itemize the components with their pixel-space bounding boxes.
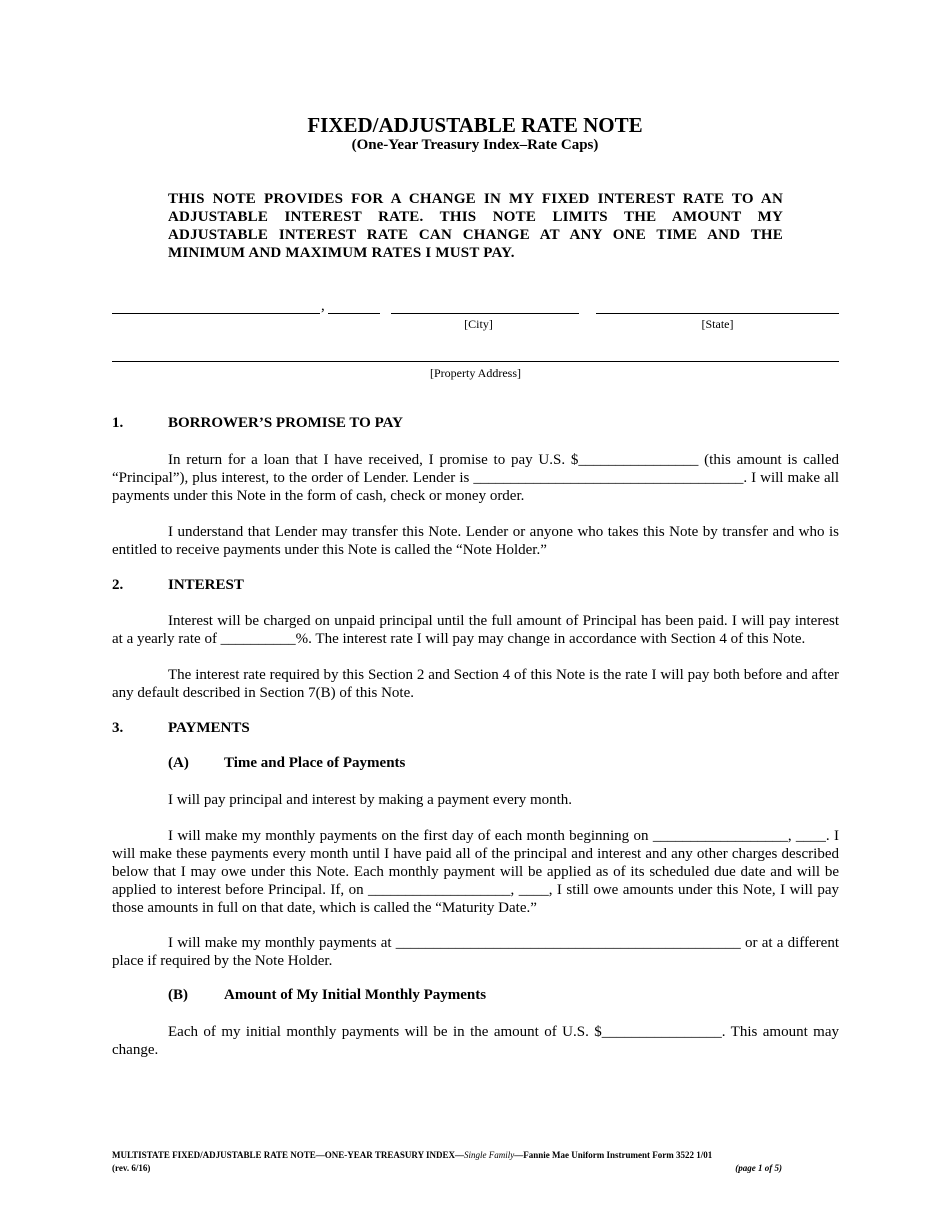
section-2-heading: [112, 577, 244, 594]
section-3a-paragraph-3: I will make my monthly payments at ______________________________________________ or at a different place if required by the Note Holder.: [112, 935, 839, 969]
property-address-line[interactable]: [112, 348, 839, 362]
section-3b-paragraph-1: Each of my initial monthly payments will be in the amount of U.S. $________________. This amount may change.: [112, 1024, 839, 1058]
city-blank-line[interactable]: [391, 300, 579, 314]
section-2-paragraph-2: The interest rate required by this Section 2 and Section 4 of this Note is the rate I will pay both before and after any default described in Section 7(B) of this Note.: [112, 667, 839, 701]
subsection-title: Amount of My Initial Monthly Payments: [224, 987, 487, 1003]
section-number: 3.: [112, 720, 124, 736]
section-1-heading: [112, 415, 403, 432]
date-comma: ,: [321, 298, 325, 314]
year-blank-line[interactable]: [328, 300, 380, 314]
document-title: FIXED/ADJUSTABLE RATE NOTE: [307, 113, 643, 137]
footer-form-line: [112, 1150, 802, 1160]
section-1-paragraph-1: In return for a loan that I have received, I promise to pay U.S. $________________ (this amount is called “Principal”), plus interest, to the order of Lender. Lender is ____________________________________. I will make all payments under this Note in the form of cash, check or money order.: [112, 452, 839, 504]
subsection-number: (B): [168, 987, 188, 1003]
rate-change-notice: THIS NOTE PROVIDES FOR A CHANGE IN MY FIXED INTEREST RATE TO AN ADJUSTABLE INTEREST RATE. THIS NOTE LIMITS THE AMOUNT MY ADJUSTABLE INTEREST RATE CAN CHANGE AT ANY ONE TIME AND THE MINIMUM AND MAXIMUM RATES I MUST PAY.: [168, 191, 783, 261]
footer-form-title: MULTISTATE FIXED/ADJUSTABLE RATE NOTE—ONE-YEAR TREASURY INDEX—: [112, 1150, 464, 1160]
section-number: 1.: [112, 415, 124, 431]
section-title: PAYMENTS: [168, 720, 250, 736]
city-label: [City]: [464, 317, 493, 331]
footer-family: Single Family: [464, 1150, 515, 1160]
section-number: 2.: [112, 577, 124, 593]
subsection-a-heading: [168, 755, 405, 772]
section-3a-paragraph-2: I will make my monthly payments on the first day of each month beginning on __________________, ____. I will make these payments every month until I have paid all of the principal and interest and any other charges described below that I may owe under this Note. Each monthly payment will be applied as of its scheduled due date and will be applied to interest before Principal. If, on ___________________, ____, I still owe amounts under this Note, I will pay those amounts in full on that date, which is called the “Maturity Date.”: [112, 828, 839, 916]
section-2-paragraph-1: Interest will be charged on unpaid principal until the full amount of Principal has been paid. I will pay interest at a yearly rate of __________%. The interest rate I will pay may change in accordance with Section 4 of this Note.: [112, 613, 839, 647]
state-blank-line[interactable]: [596, 300, 839, 314]
section-3a-paragraph-1: I will pay principal and interest by making a payment every month.: [168, 792, 573, 808]
footer-form-id: —Fannie Mae Uniform Instrument Form 3522 1/01: [514, 1150, 713, 1160]
subsection-number: (A): [168, 755, 189, 771]
section-title: BORROWER’S PROMISE TO PAY: [168, 415, 403, 431]
date-blank-line[interactable]: [112, 300, 320, 314]
section-title: INTEREST: [168, 577, 244, 593]
section-1-paragraph-2: I understand that Lender may transfer this Note. Lender or anyone who takes this Note by transfer and who is entitled to receive payments under this Note is called the “Note Holder.”: [112, 524, 839, 558]
subsection-title: Time and Place of Payments: [224, 755, 406, 771]
footer-revision: (rev. 6/16): [112, 1163, 151, 1173]
document-subtitle: (One-Year Treasury Index–Rate Caps): [351, 137, 599, 153]
subsection-b-heading: [168, 987, 486, 1004]
property-address-label: [Property Address]: [430, 366, 521, 380]
section-3-heading: [112, 720, 250, 737]
state-label: [State]: [701, 317, 734, 331]
page-number: (page 1 of 5): [735, 1163, 782, 1173]
